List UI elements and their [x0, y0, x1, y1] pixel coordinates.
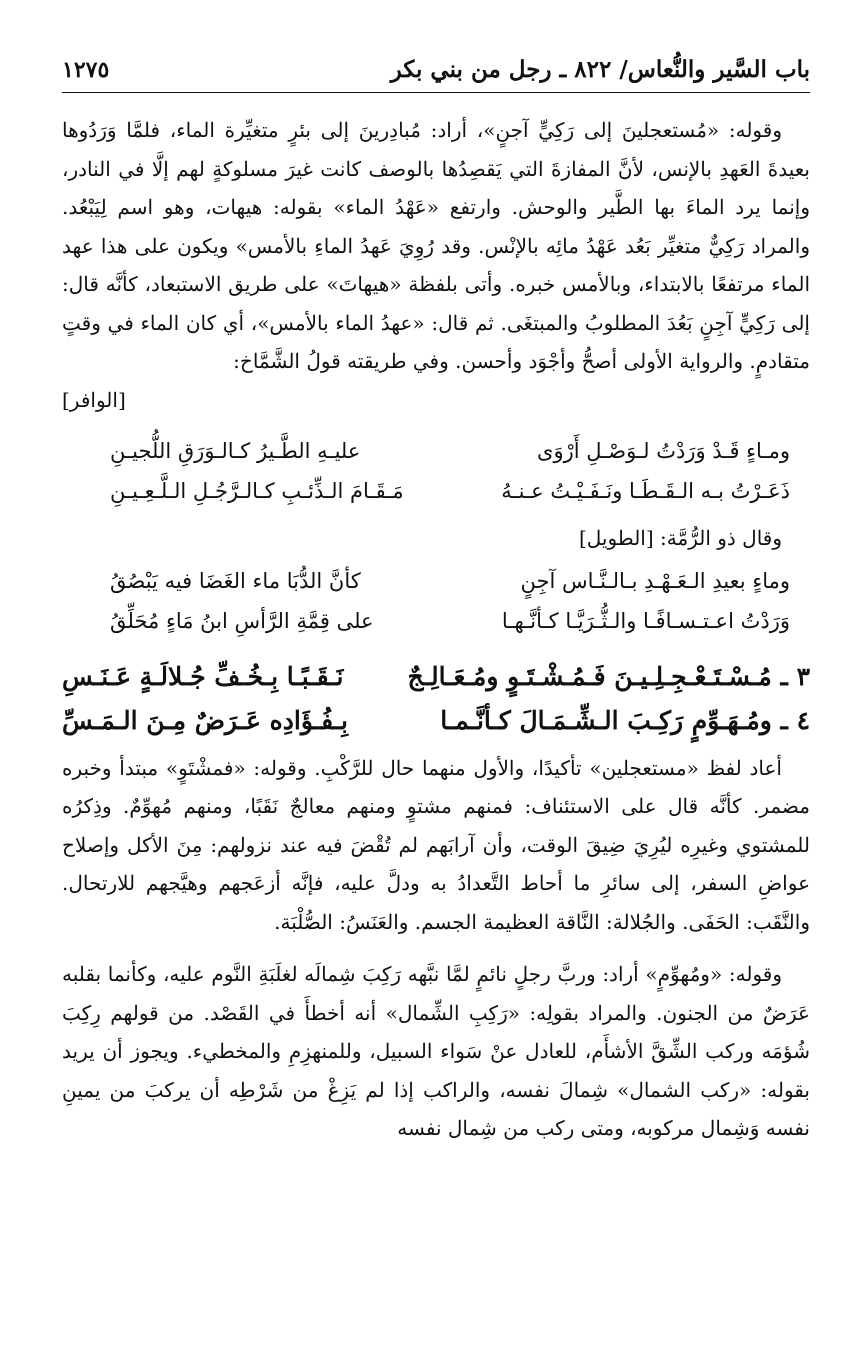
verse-second-hemistich: كأنَّ الدُّبَا ماء الغَضَا فيه يَبْصُقُ: [110, 568, 361, 593]
verse-first-hemistich: ٣ ـ مُـسْـتَـعْـجِـلِـيـنَ فَـمُـشْـتَـوٍ ومُـعَـالِـجٌ: [407, 661, 810, 691]
verse-second-hemistich: نَـقَـبًـا بِـخُـفِّ جُـلالَـةٍ عَـنَـسِ: [62, 661, 344, 691]
verse-first-hemistich: ذَعَـرْتُ بـه الـقَـطَـا ونَـفَـيْـتُ عـنـهُ: [501, 478, 790, 503]
verse-line: [62, 601, 810, 641]
quoted-verses-dhu-al-rumma: [62, 561, 810, 641]
verse-line: [62, 471, 810, 511]
verse-second-hemistich: عليـهِ الطَّـيرُ كـالـوَرَقِ اللُّجيـنِ: [110, 438, 361, 463]
paragraph-spacer: [62, 941, 810, 955]
verse-line: [62, 561, 810, 601]
verse-first-hemistich: وَرَدْتُ اعـتـسـافًـا والـثُّـرَيَّـا كـأنَّـهـا: [501, 608, 790, 633]
page-number: ١٢٧٥: [62, 57, 110, 83]
commentary-paragraph-2: أعاد لفظ «مستعجلين» تأكيدًا، والأول منهما حال للرَّكْبِ. وقوله: «فمشْتَوٍ» مبتدأ وخبره مضمر. كأنَّه قال على الاستئناف: فمنهم مشتوٍ ومنهم معالجٌ نَقَبًا، ومنهم مُهوِّمٌ. وذِكرُه للمشتوي وغيرِه ليُرِيَ ضِيقَ الوقت، وأن آرابَهم لم تُقْضَ فيه عند نزولهم: مِنَ الأكل وإصلاح عواضِ السفر، إلى سائرِ ما أحاط التَّعدادُ به ودلَّ عليه، فإنَّه أزعَجهم وهيَّجهم للارتحال. والنَّقَب: الحَفَى. والجُلالة: النَّاقة العظيمة الجسم. والعَنَسُ: الصُّلْبَة.: [62, 755, 810, 934]
meter-label-wafir: [الوافر]: [62, 387, 126, 412]
verse-first-hemistich: ٤ ـ ومُـهَـوِّمٍ رَكِـبَ الـشِّـمَـالَ كـأنَّـمـا: [440, 705, 810, 735]
verse-first-hemistich: وماءٍ بعيدِ الـعَـهْـدِ بـالـنَّـاس آجِنٍ: [520, 568, 790, 593]
verse-second-hemistich: بِـفُـؤَادِه عَـرَضٌ مِـنَ الـمَـسِّ: [62, 705, 348, 735]
poem-verse-4: [62, 699, 810, 743]
verse-line: [62, 431, 810, 471]
commentary-paragraph-3: وقوله: «ومُهوِّمٍ» أراد: وربَّ رجلٍ نائمٍ لمَّا نبَّهه رَكِبَ شِمالَه لغلَبَةِ النَّوم عليه، وكأنما بقلبه عَرَضٌ من الجنون. والمراد بقولِه: «رَكِبِ الشِّمال» أنه أخطأَ في القَصْد. من قولهم رِكِبَ شُؤمَه وركب الشِّقَّ الأشأَم، للعادل عنْ سَواء السبيل، وللمنهزِمِ والمخطيء. ويجوز أن يريد بقوله: «ركب الشمال» شِمالَ نفسه، والراكب إذا لم يَزِغْ من شَرْطِه أن يركبَ من يمينِ نفسه وَشِمال مركوبه، ومتى ركب من شِمال نفسه: [62, 962, 810, 1140]
quoted-verses-shammakh: [62, 431, 810, 511]
book-page: [62, 48, 810, 1348]
poem-verse-3: [62, 655, 810, 699]
running-header: [62, 48, 810, 93]
verse-second-hemistich: مَـقَـامَ الـذِّئـبِ كـالـرَّجُـلِ الـلَّـعِـيـنِ: [110, 478, 404, 503]
quote-intro-dhu-al-rumma: وقال ذو الرُّمَّة: [الطويل]: [578, 525, 782, 550]
chapter-title: باب السَّير والنُّعاس/ ٨٢٢ ـ رجل من بني بكر: [390, 56, 810, 83]
main-poem-verses: [62, 655, 810, 743]
verse-second-hemistich: على قِمَّةِ الرَّأسِ ابنُ مَاءٍ مُحَلِّقُ: [110, 608, 374, 633]
commentary-paragraph-1: وقوله: «مُستعجلينَ إلى رَكِيٍّ آجنٍ»، أراد: مُبادِرينَ إلى بئرٍ متغيِّرة الماء، فلمَّا وَرَدُوها بعيدةَ العَهدِ بالإنس، لأنَّ المفازةَ التي يَقصِدُها بالوصف كانت غيرَ مسلوكةٍ لهم إلَّا في النادر، وإنما يرد الماءَ بها الطَّير والوحش. وارتفع «عَهْدُ الماء» بقوله: هيهات، وهو اسم لِيَبْعُد. والمراد رَكِيٌّ متغيِّر بَعُد عَهْدُ مائِه بالإنْس. وقد رُوِيَ عَهدُ الماءِ بالأمس» ويكون على هذا عهد الماء مرتفعًا بالابتداء، وبالأمس خبره. وأتى بلفظة «هيهاتَ» على طريق الاستبعاد، كأنَّه قال: إلى رَكِيٍّ آجِنٍ بَعُدَ المطلوبُ والمبتغَى. ثم قال: «عهدُ الماء بالأمس»، أي كان الماء في وقتٍ متقادمٍ. والرواية الأولى أصحُّ وأجْوَد وأحسن. وفي طريقته قولُ الشَّمَّاخ:: [62, 118, 810, 373]
verse-first-hemistich: ومـاءٍ قَـدْ وَرَدْتُ لـوَصْـلِ أَرْوَى: [537, 438, 790, 463]
